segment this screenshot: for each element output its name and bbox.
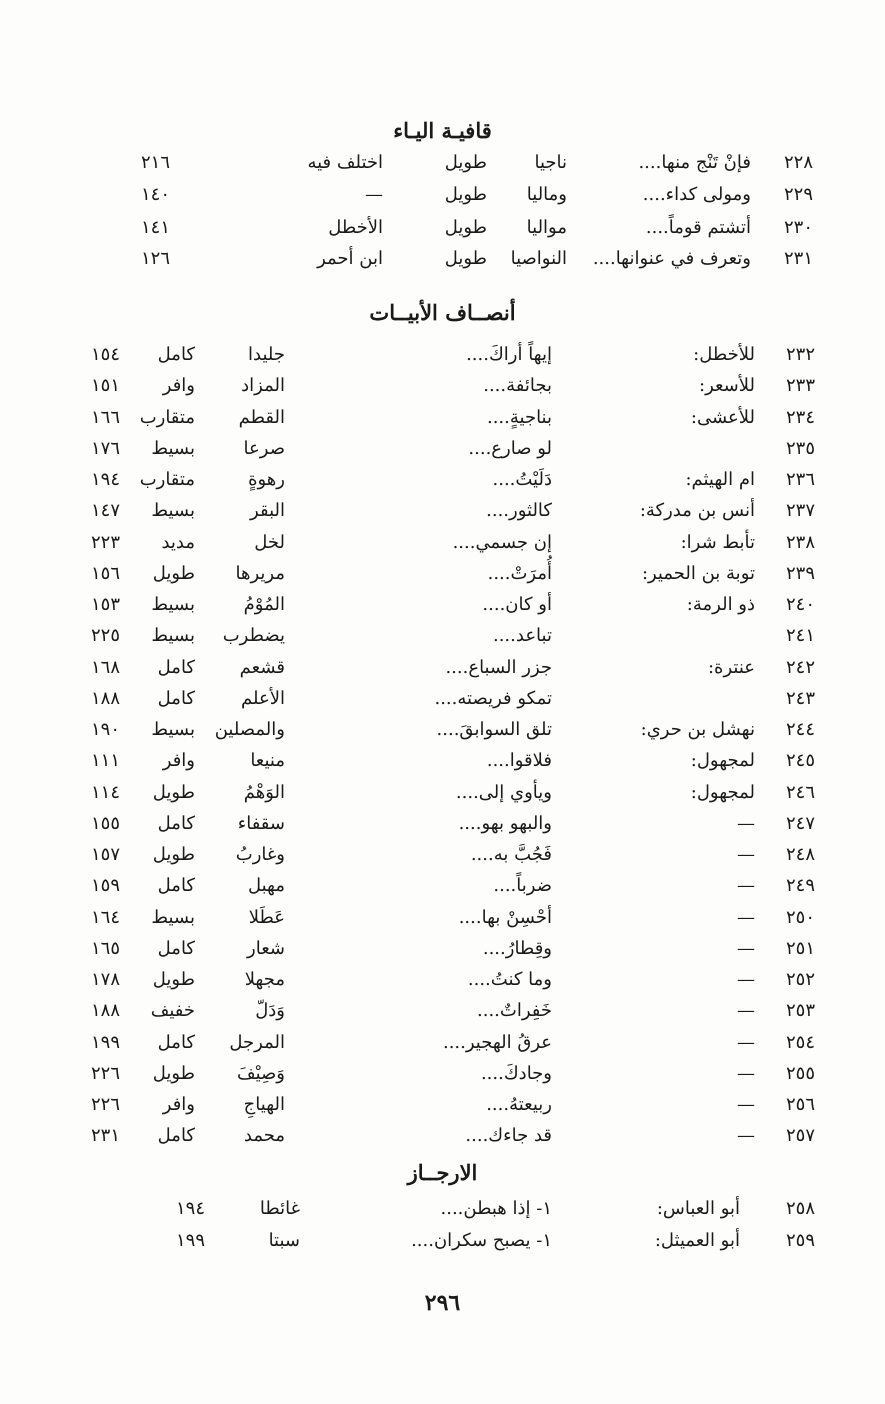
meter: وافر (162, 750, 195, 772)
entry-number: ٢٣٨ (785, 531, 815, 553)
page-ref: ١٦٦ (90, 406, 120, 428)
table-row (0, 434, 885, 464)
page-ref: ١٩٩ (90, 1031, 120, 1053)
page-ref: ١٥٦ (90, 562, 120, 584)
rhyme-word: مجهلا (244, 969, 285, 990)
verse-opening: فإنْ تَنْج منها.... (638, 152, 751, 173)
section-title-half-verses: أنصــاف الأبيــات (369, 300, 516, 325)
entry-number: ٢٣١ (783, 248, 813, 269)
page-ref: ١٥٩ (90, 875, 120, 897)
meter: بسيط (151, 437, 195, 459)
page-ref: ١٤١ (140, 217, 170, 238)
meter: كامل (157, 656, 195, 678)
entry-number: ٢٤٩ (785, 875, 815, 897)
rhyme-word: وَدَلّ (255, 1000, 285, 1022)
verse-opening: ربيعتهُ.... (486, 1094, 552, 1115)
verse-opening: دَلَيْتُ.... (492, 469, 552, 490)
meter: طويل (152, 781, 195, 803)
table-row (0, 559, 885, 589)
table-row (0, 715, 885, 745)
verse-opening: بجائفة.... (483, 375, 552, 397)
verse-opening: والبهو بهو.... (458, 812, 552, 834)
verse-opening: أتشتم قوماً.... (645, 217, 751, 238)
page-ref: ٢٢٥ (90, 625, 120, 647)
rhyme-word: سقفاء (237, 812, 285, 834)
rhyme-word: الوَهْمُ (243, 781, 285, 803)
rhyme-word: ناجيا (534, 152, 567, 173)
meter: كامل (157, 1031, 195, 1053)
entry-number: ٢٤٧ (785, 812, 815, 834)
page-ref: ١٩٤ (90, 469, 120, 490)
entry-number: ٢٥٠ (785, 906, 815, 928)
verse-opening: وقِطارُ.... (482, 937, 552, 959)
verse-opening: فَجُبَّ به.... (470, 844, 552, 865)
poet: تأبط شرا: (680, 531, 755, 553)
poet: أبو العميثل: (654, 1230, 740, 1251)
poet: — (737, 875, 755, 897)
poet: — (737, 1031, 755, 1053)
page-ref: ١٥٣ (90, 594, 120, 615)
rhyme-word: المزاد (241, 375, 285, 397)
entry-number: ٢٥٥ (785, 1062, 815, 1084)
rhyme-word: محمد (243, 1125, 285, 1147)
table-row (0, 496, 885, 526)
meter: بسيط (151, 500, 195, 522)
page-ref: ١٩٤ (175, 1198, 205, 1219)
meter: طويل (444, 152, 487, 173)
poet: — (737, 937, 755, 959)
rhyme-word: الأعلم (241, 687, 285, 709)
meter: كامل (157, 875, 195, 897)
table-row (0, 590, 885, 620)
meter: كامل (157, 812, 195, 834)
page-ref: ١١١ (90, 750, 120, 772)
entry-number: ٢٣٦ (785, 469, 815, 490)
page-ref: ١٩٩ (175, 1230, 205, 1251)
verse-opening: وتعرف في عنوانها.... (592, 248, 751, 269)
verse-opening: إن جسمي.... (452, 531, 552, 553)
table-row (0, 903, 885, 933)
entry-number: ٢٤٣ (785, 687, 815, 709)
meter: كامل (157, 687, 195, 709)
rhyme-word: المُوْمُ (243, 594, 285, 615)
rhyme-word: مواليا (526, 217, 567, 238)
page-ref: ١٦٥ (90, 937, 120, 959)
verse-opening: أحْسِنْ بها.... (458, 906, 552, 928)
poet: لمجهول: (690, 750, 755, 772)
meter: طويل (444, 248, 487, 269)
poet: — (737, 1125, 755, 1147)
rhyme-word: شعار (247, 937, 285, 959)
poet: اختلف فيه (307, 152, 383, 173)
entry-number: ٢٤١ (785, 625, 815, 647)
poet: للأخطل: (693, 344, 755, 365)
section-title-rajaz: الارجــاز (407, 1160, 478, 1185)
table-row (0, 1194, 885, 1224)
meter: وافر (162, 375, 195, 397)
page-ref: ١٥٧ (90, 844, 120, 865)
verse-opening: عرقُ الهجير.... (442, 1031, 552, 1053)
table-row (0, 371, 885, 401)
verse-opening: أُمرَتْ.... (487, 562, 552, 584)
entry-number: ٢٥١ (785, 937, 815, 959)
entry-number: ٢٤٥ (785, 750, 815, 772)
page-ref: ٢٢٣ (90, 531, 120, 553)
table-row (0, 871, 885, 901)
meter: متقارب (139, 406, 195, 428)
rhyme-word: منيعا (250, 750, 285, 772)
table-row (0, 621, 885, 651)
rhyme-word: مهبل (247, 875, 285, 897)
entry-number: ٢٤٨ (785, 844, 815, 865)
rhyme-word: قشعم (239, 656, 285, 678)
meter: كامل (157, 1125, 195, 1147)
table-row (0, 1059, 885, 1089)
poet: — (737, 1094, 755, 1115)
table-row (0, 1090, 885, 1120)
rhyme-word: وماليا (526, 184, 567, 205)
poet: الأخطل (328, 217, 383, 238)
table-row (0, 965, 885, 995)
rhyme-word: غائطا (259, 1198, 300, 1219)
entry-number: ٢٥٦ (785, 1094, 815, 1115)
page-ref: ١٨٨ (90, 1000, 120, 1022)
page-ref: ١٨٨ (90, 687, 120, 709)
verse-opening: وجادكَ.... (480, 1062, 552, 1084)
rhyme-word: لخل (254, 531, 285, 553)
meter: بسيط (151, 906, 195, 928)
meter: طويل (152, 562, 195, 584)
table-row (0, 465, 885, 495)
entry-number: ٢٣٣ (785, 375, 815, 397)
meter: متقارب (139, 469, 195, 490)
page-ref: ١٢٦ (140, 248, 170, 269)
poet: عنترة: (707, 656, 755, 678)
rhyme-word: صرعا (243, 437, 285, 459)
verse-opening: ومولى كداء.... (642, 184, 751, 205)
table-row (0, 148, 885, 178)
meter: طويل (152, 844, 195, 865)
poet: للأعشى: (690, 406, 755, 428)
poet: ام الهيثم: (685, 469, 755, 490)
meter: بسيط (151, 594, 195, 615)
poet: — (737, 969, 755, 990)
verse-opening: خَفِراتٌ.... (477, 1000, 552, 1022)
poet: ذو الرمة: (686, 594, 755, 615)
meter: طويل (152, 1062, 195, 1084)
entry-number: ٢٥٤ (785, 1031, 815, 1053)
table-row (0, 746, 885, 776)
table-row (0, 180, 885, 210)
table-row (0, 684, 885, 714)
page-ref: ١٤٧ (90, 500, 120, 522)
rhyme-word: عَطَلا (248, 906, 285, 928)
page-ref: ٢٣١ (90, 1125, 120, 1147)
entry-number: ٢٤٢ (785, 656, 815, 678)
entry-number: ٢٢٨ (783, 152, 813, 173)
table-row (0, 778, 885, 808)
verse-opening: تمكو فريصته.... (434, 687, 552, 709)
verse-opening: لو صارع.... (468, 437, 552, 459)
rhyme-word: البقر (250, 500, 285, 522)
entry-number: ٢٤٦ (785, 781, 815, 803)
table-row (0, 996, 885, 1026)
entry-number: ٢٢٩ (783, 184, 813, 205)
page-number: ٢٩٦ (424, 1290, 461, 1316)
verse-opening: تلق السوابقَ.... (436, 719, 552, 740)
table-row (0, 1121, 885, 1151)
verse-opening: جزر السباع.... (445, 656, 552, 678)
poet: لمجهول: (690, 781, 755, 803)
poet: — (737, 844, 755, 865)
poet: — (365, 184, 383, 205)
entry-number: ٢٤٤ (785, 719, 815, 740)
page-ref: ٢١٦ (140, 152, 170, 173)
table-row (0, 213, 885, 243)
entry-number: ٢٤٠ (785, 594, 815, 615)
poet: توبة بن الحمير: (641, 562, 755, 584)
verse-opening: ضرباً.... (493, 875, 552, 897)
meter: وافر (162, 1094, 195, 1115)
verse-opening: قد جاءك.... (465, 1125, 552, 1147)
verse-opening: ١- يصبح سكران.... (411, 1230, 552, 1251)
verse-opening: بناجيةٍ.... (486, 406, 552, 428)
rhyme-word: القطم (238, 406, 285, 428)
table-row (0, 1028, 885, 1058)
meter: كامل (157, 937, 195, 959)
rhyme-word: وَصِيْفَ (236, 1062, 285, 1084)
meter: كامل (157, 344, 195, 365)
verse-opening: وما كنتُ.... (467, 969, 552, 990)
rhyme-word: مريرها (235, 562, 285, 584)
verse-opening: فلاقوا.... (486, 750, 552, 772)
table-row (0, 840, 885, 870)
verse-opening: كالثور.... (486, 500, 552, 522)
meter: بسيط (151, 719, 195, 740)
entry-number: ٢٥٨ (785, 1198, 815, 1219)
table-row (0, 244, 885, 274)
table-row (0, 1226, 885, 1256)
page-ref: ١٦٤ (90, 906, 120, 928)
table-row (0, 934, 885, 964)
table-row (0, 340, 885, 370)
rhyme-word: يضطرب (222, 625, 285, 647)
page-ref: ١٧٨ (90, 969, 120, 990)
table-row (0, 528, 885, 558)
page-ref: ١٩٠ (90, 719, 120, 740)
verse-opening: أو كان.... (482, 594, 552, 615)
poet: — (737, 1000, 755, 1022)
entry-number: ٢٣٩ (785, 562, 815, 584)
rhyme-word: سبتا (268, 1230, 300, 1251)
rhyme-word: المرجل (229, 1031, 285, 1053)
rhyme-word: رهوةٍ (248, 469, 285, 490)
page-ref: ١٤٠ (140, 184, 170, 205)
poet: — (737, 812, 755, 834)
meter: طويل (444, 217, 487, 238)
entry-number: ٢٣٠ (783, 217, 813, 238)
table-row (0, 653, 885, 683)
section-title-ya: قافيـة اليـاء (393, 118, 492, 143)
poet: للأسعر: (699, 375, 755, 397)
table-row (0, 809, 885, 839)
poet: أبو العباس: (656, 1198, 740, 1219)
meter: بسيط (151, 625, 195, 647)
meter: طويل (444, 184, 487, 205)
page-ref: ١٥١ (90, 375, 120, 397)
entry-number: ٢٥٣ (785, 1000, 815, 1022)
entry-number: ٢٣٥ (785, 437, 815, 459)
verse-opening: تباعد.... (492, 625, 552, 647)
page-ref: ١٦٨ (90, 656, 120, 678)
meter: مديد (161, 531, 195, 553)
page-ref: ١١٤ (90, 781, 120, 803)
verse-opening: ١- إذا هبطن.... (440, 1198, 552, 1219)
rhyme-word: النواصيا (510, 248, 567, 269)
poet: أنس بن مدركة: (639, 500, 755, 522)
verse-opening: ويأوي إلى.... (455, 781, 552, 803)
rhyme-word: جليدا (248, 344, 285, 365)
verse-opening: إيهاً أراكَ.... (466, 344, 552, 365)
entry-number: ٢٥٩ (785, 1230, 815, 1251)
entry-number: ٢٣٢ (785, 344, 815, 365)
meter: خفيف (150, 1000, 195, 1022)
page-ref: ٢٢٦ (90, 1094, 120, 1115)
poet: — (737, 906, 755, 928)
page-ref: ٢٢٦ (90, 1062, 120, 1084)
rhyme-word: وغاربُ (235, 844, 285, 865)
rhyme-word: الهياجِ (243, 1094, 285, 1115)
page-ref: ١٥٥ (90, 812, 120, 834)
rhyme-word: والمصلين (214, 719, 285, 740)
poet: ابن أحمر (317, 248, 383, 269)
page-ref: ١٥٤ (90, 344, 120, 365)
poet: — (737, 1062, 755, 1084)
entry-number: ٢٥٧ (785, 1125, 815, 1147)
entry-number: ٢٣٧ (785, 500, 815, 522)
meter: طويل (152, 969, 195, 990)
entry-number: ٢٣٤ (785, 406, 815, 428)
entry-number: ٢٥٢ (785, 969, 815, 990)
table-row (0, 403, 885, 433)
poet: نهشل بن حري: (640, 719, 755, 740)
page-ref: ١٧٦ (90, 437, 120, 459)
